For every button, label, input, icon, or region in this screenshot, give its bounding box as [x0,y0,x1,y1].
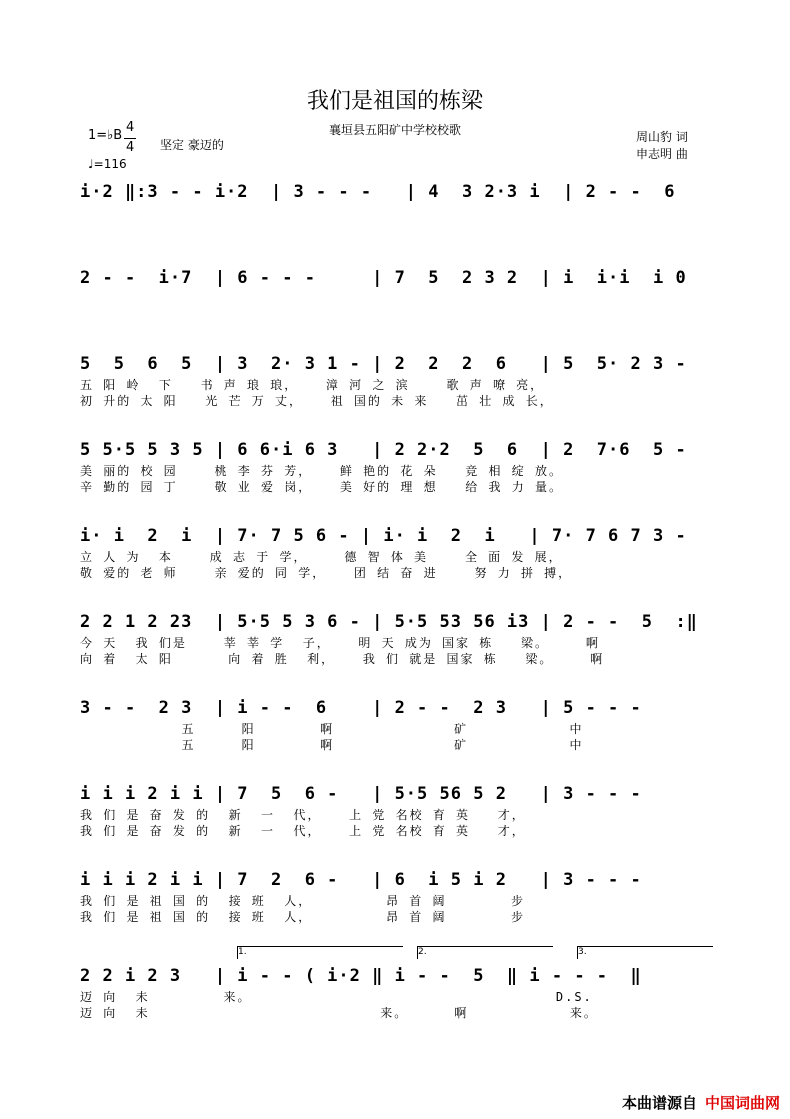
notation-line: 2 2 i 2 3 | i - - ( i·2 ‖ i - - 5 ‖ i - - - ‖ [80,966,642,986]
footer-brand-link[interactable]: 中国词曲网 [704,1094,780,1112]
lyrics-verse-1: 我 们 是 奋 发 的 新 一 代， 上 党 名校 育 英 才， [80,808,526,822]
score-system [80,612,740,666]
score-system [80,526,740,580]
lyricist-credit: 周山豹 词 [636,130,688,144]
song-title: 我们是祖国的栋梁 [306,89,483,114]
notation-line: 2 - - i·7 | 6 - - - | 7 5 2 3 2 | i i·i i 0 [80,268,687,288]
expression-marking: 坚定 豪迈的 [160,138,224,152]
key-signature: 1=♭B [88,128,123,143]
notation-line: i i i 2 i i | 7 5 6 - | 5·5 56 5 2 | 3 - - - [80,784,642,804]
lyrics-verse-2: 敬 爱的 老 师 亲 爱的 同 学， 团 结 奋 进 努 力 拼 搏， [80,566,573,580]
lyrics-verse-1: 五 阳 啊 矿 中 [80,722,584,736]
lyrics-verse-2: 五 阳 啊 矿 中 [80,738,584,752]
notation-line: 3 - - 2 3 | i - - 6 | 2 - - 2 3 | 5 - - - [80,698,642,718]
lyrics-verse-2: 我 们 是 奋 发 的 新 一 代， 上 党 名校 育 英 才， [80,824,526,838]
lyrics-verse-1: 今 天 我 们是 莘 莘 学 子， 明 天 成为 国家 栋 梁。 啊 [80,636,600,650]
volta-bracket-1: 1. [237,946,403,959]
time-signature-bottom: 4 [126,140,135,155]
score-system [80,182,740,222]
score-system [80,698,740,752]
notation-line: 5 5 6 5 | 3 2· 3 1 - | 2 2 2 6 | 5 5· 2 3 - [80,354,687,374]
time-signature-top: 4 [126,120,135,135]
lyrics-verse-1: 立 人 为 本 成 志 于 学， 德 智 体 美 全 面 发 展， [80,550,563,564]
score-system [80,440,740,494]
score-system [80,947,740,1020]
time-signature-divider [124,138,136,139]
score-system [80,354,740,408]
notation-line: 2 2 1 2 23 | 5·5 5 3 6 - | 5·5 53 56 i3 | 2 - - 5 :‖ [80,612,698,632]
score-system [80,784,740,838]
composer-credit: 申志明 曲 [636,147,688,161]
lyrics-verse-1: 五 阳 岭 下 书 声 琅 琅， 漳 河 之 滨 歌 声 嘹 亮， [80,378,545,392]
lyrics-verse-2: 初 升的 太 阳 光 芒 万 丈， 祖 国的 未 来 茁 壮 成 长， [80,394,554,408]
notation-line: i·2 ‖:3 - - i·2 | 3 - - - | 4 3 2·3 i | 2 - - 6 [80,182,676,202]
footer-attribution [622,1092,780,1113]
lyrics-verse-2: 迈 向 未 来。 啊 来。 [80,1006,598,1020]
lyrics-verse-2: 我 们 是 祖 国 的 接 班 人， 昂 首 阔 步 [80,910,526,924]
score-system [80,268,740,308]
lyrics-verse-1: 美 丽的 校 园 桃 李 芬 芳， 鲜 艳的 花 朵 竞 相 绽 放。 [80,464,563,478]
volta-bracket-3: 3. [577,946,713,959]
footer-source: 本曲谱源自 [621,1094,697,1112]
score-system [80,870,740,924]
notation-line: i i i 2 i i | 7 2 6 - | 6 i 5 i 2 | 3 - - - [80,870,642,890]
song-subtitle: 襄垣县五阳矿中学校校歌 [328,123,461,137]
lyrics-verse-1: 迈 向 未 来。 D.S. [80,990,593,1004]
notation-line: 5 5·5 5 3 5 | 6 6·i 6 3 | 2 2·2 5 6 | 2 7·6 5 - [80,440,687,460]
tempo-marking: ♩=116 [88,157,127,171]
notation-line: i· i 2 i | 7· 7 5 6 - | i· i 2 i | 7· 7 6 7 3 - [80,526,687,546]
lyrics-verse-2: 向 着 太 阳 向 着 胜 利， 我 们 就是 国家 栋 梁。 啊 [80,652,605,666]
lyrics-verse-1: 我 们 是 祖 国 的 接 班 人， 昂 首 阔 步 [80,894,526,908]
volta-bracket-2: 2. [417,946,553,959]
lyrics-verse-2: 辛 勤的 园 丁 敬 业 爱 岗， 美 好的 理 想 给 我 力 量。 [80,480,563,494]
